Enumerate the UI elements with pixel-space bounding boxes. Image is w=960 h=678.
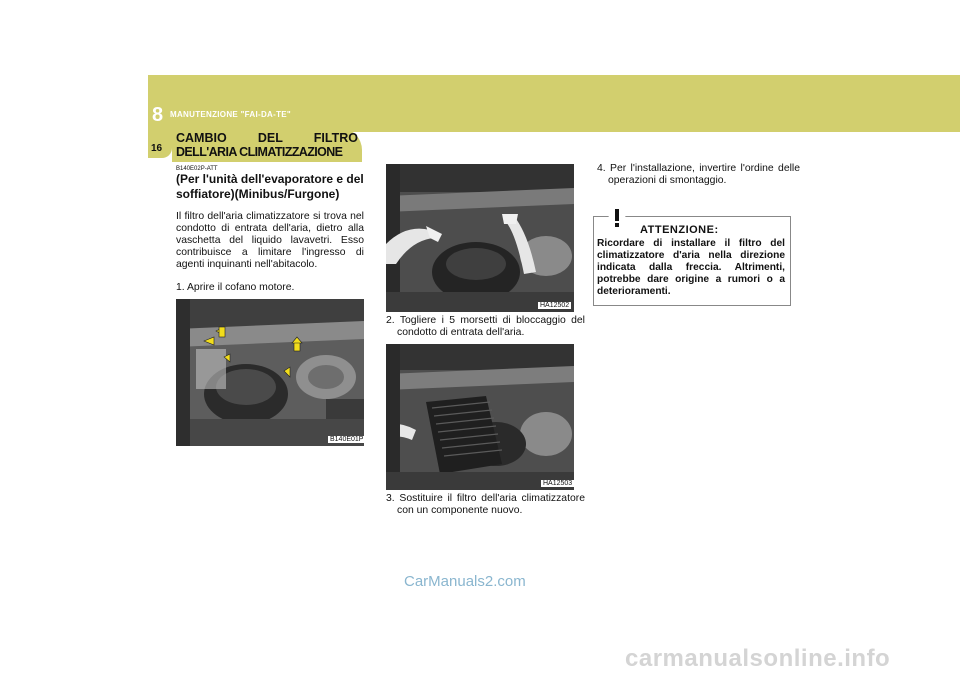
chapter-title: MANUTENZIONE "FAI-DA-TE"	[170, 110, 292, 119]
subheading: (Per l'unità dell'evaporatore e del soffiatore)(Minibus/Furgone)	[176, 172, 364, 201]
page-number: 16	[151, 143, 163, 154]
intro-paragraph: Il filtro dell'aria climatizzatore si trova nel condotto di entrata dell'aria, dietro alla vaschetta del liquido lavavetri. Esso contribuisce a limitare l'ingresso di agenti inquinanti nell'abitacolo.	[176, 211, 364, 270]
step-3: 3. Sostituire il filtro dell'aria climatizzatore con un componente nuovo.	[386, 493, 585, 516]
figure-hands-removing-clips	[386, 164, 574, 312]
step-4: 4. Per l'installazione, invertire l'ordine delle operazioni di smontaggio.	[597, 163, 800, 186]
footer-site[interactable]: carmanualsonline.info	[625, 645, 891, 672]
figure-2-code: HA12502	[540, 302, 570, 309]
figure-3-code: HA12503	[543, 480, 573, 487]
watermark[interactable]: CarManuals2.com	[404, 573, 526, 590]
step-2: 2. Togliere i 5 morsetti di bloccaggio del condotto di entrata dell'aria.	[386, 315, 585, 338]
chapter-number: 8	[152, 104, 164, 126]
header-band	[148, 75, 960, 132]
warning-text: Ricordare di installare il filtro del climatizzatore d'aria nella direzione indicata dalla freccia. Altrimenti, potrebbe dare origine a rumori o a deterioramenti.	[597, 238, 785, 297]
section-title-line1: CAMBIO DEL FILTRO	[176, 131, 358, 145]
warning-triangle-icon	[600, 201, 634, 231]
step-1: 1. Aprire il cofano motore.	[176, 282, 295, 293]
figure-replacing-filter	[386, 344, 574, 490]
section-title	[176, 131, 358, 159]
figure-1-code: B140E01P	[330, 436, 364, 443]
warning-title: ATTENZIONE:	[640, 224, 719, 236]
section-code: B140E02P-ATT	[176, 166, 218, 172]
section-title-line2: DELL'ARIA CLIMATIZZAZIONE	[176, 145, 343, 159]
figure-engine-bay	[176, 299, 364, 446]
